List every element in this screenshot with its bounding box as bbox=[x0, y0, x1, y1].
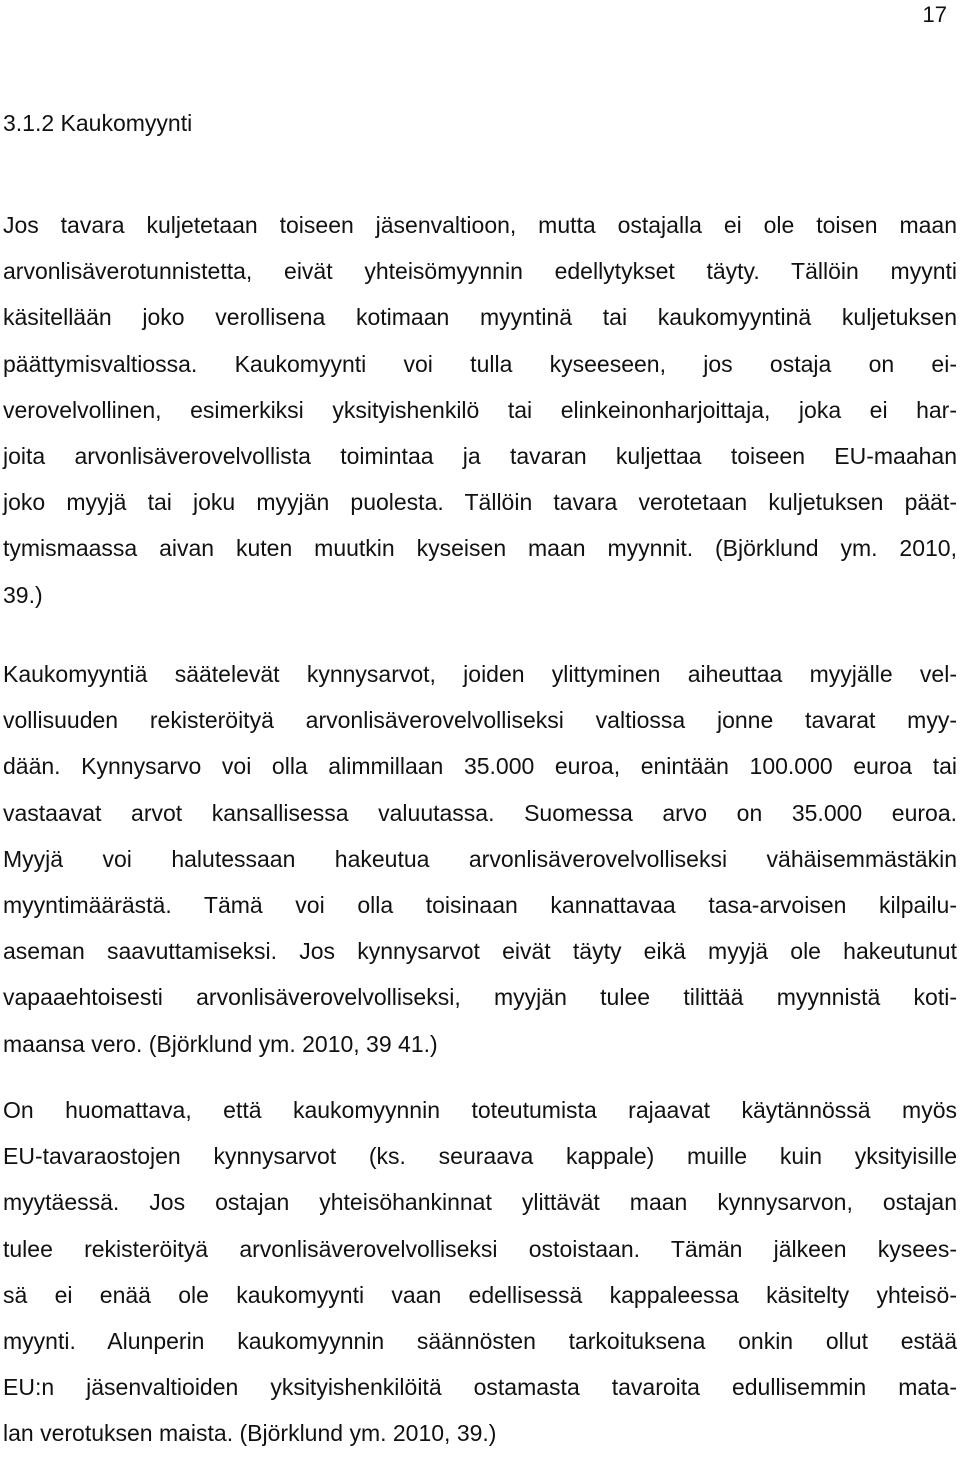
paragraph-line: dään. Kynnysarvo voi olla alimmillaan 35.000 euroa, enintään 100.000 euroa tai bbox=[3, 753, 957, 780]
paragraph-line: myynti. Alunperin kaukomyynnin säännösten tarkoituksena onkin ollut estää bbox=[3, 1327, 957, 1354]
paragraph-2 bbox=[3, 651, 957, 1067]
paragraph-line: sä ei enää ole kaukomyynti vaan edellisessä kappaleessa käsitelty yhteisö- bbox=[3, 1281, 957, 1308]
paragraph-line: aseman saavuttamiseksi. Jos kynnysarvot eivät täyty eikä myyjä ole hakeutunut bbox=[3, 938, 957, 965]
paragraph-line: Myyjä voi halutessaan hakeutua arvonlisäverovelvolliseksi vähäisemmästäkin bbox=[3, 845, 957, 872]
paragraph-line: verovelvollinen, esimerkiksi yksityishenkilö tai elinkeinonharjoittaja, joka ei har- bbox=[3, 396, 957, 423]
paragraph-line: myyntimäärästä. Tämä voi olla toisinaan kannattavaa tasa-arvoisen kilpailu- bbox=[3, 891, 957, 918]
paragraph-1 bbox=[3, 202, 957, 618]
paragraph-line: EU-tavaraostojen kynnysarvot (ks. seuraava kappale) muille kuin yksityisille bbox=[3, 1143, 957, 1170]
paragraph-line: joko myyjä tai joku myyjän puolesta. Tällöin tavara verotetaan kuljetuksen päät- bbox=[3, 489, 957, 516]
paragraph-line: Jos tavara kuljetetaan toiseen jäsenvaltioon, mutta ostajalla ei ole toisen maan bbox=[3, 212, 957, 238]
paragraph-line: tymismaassa aivan kuten muutkin kyseisen maan myynnit. (Björklund ym. 2010, bbox=[3, 535, 957, 562]
paragraph-line: myytäessä. Jos ostajan yhteisöhankinnat ylittävät maan kynnysarvon, ostajan bbox=[3, 1189, 957, 1216]
paragraph-line: käsitellään joko verollisena kotimaan myyntinä tai kaukomyyntinä kuljetuksen bbox=[3, 304, 957, 331]
paragraph-line: EU:n jäsenvaltioiden yksityishenkilöitä ostamasta tavaroita edullisemmin mata- bbox=[3, 1374, 957, 1401]
paragraph-line: tulee rekisteröityä arvonlisäverovelvolliseksi ostoistaan. Tämän jälkeen kysees- bbox=[3, 1235, 957, 1262]
paragraph-line: vapaaehtoisesti arvonlisäverovelvolliseksi, myyjän tulee tilittää myynnistä koti- bbox=[3, 984, 957, 1011]
paragraph-line: On huomattava, että kaukomyynnin toteutumista rajaavat käytännössä myös bbox=[3, 1097, 957, 1123]
paragraph-line: arvonlisäverotunnistetta, eivät yhteisömyynnin edellytykset täyty. Tällöin myynti bbox=[3, 258, 957, 285]
section-heading: 3.1.2 Kaukomyynti bbox=[3, 110, 193, 136]
paragraph-line: Kaukomyyntiä säätelevät kynnysarvot, joiden ylittyminen aiheuttaa myyjälle vel- bbox=[3, 661, 957, 687]
page-number: 17 bbox=[922, 2, 947, 27]
paragraph-line: vastaavat arvot kansallisessa valuutassa. Suomessa arvo on 35.000 euroa. bbox=[3, 799, 957, 826]
paragraph-line: joita arvonlisäverovelvollista toimintaa ja tavaran kuljettaa toiseen EU-maahan bbox=[3, 442, 957, 469]
paragraph-3 bbox=[3, 1087, 957, 1457]
paragraph-line: 39.) bbox=[3, 581, 43, 608]
paragraph-line: lan verotuksen maista. (Björklund ym. 2010, 39.) bbox=[3, 1420, 497, 1447]
paragraph-line: maansa vero. (Björklund ym. 2010, 39 41.) bbox=[3, 1030, 438, 1057]
paragraph-line: päättymisvaltiossa. Kaukomyynti voi tulla kyseeseen, jos ostaja on ei- bbox=[3, 350, 957, 377]
paragraph-line: vollisuuden rekisteröityä arvonlisäverovelvolliseksi valtiossa jonne tavarat myy- bbox=[3, 707, 957, 734]
